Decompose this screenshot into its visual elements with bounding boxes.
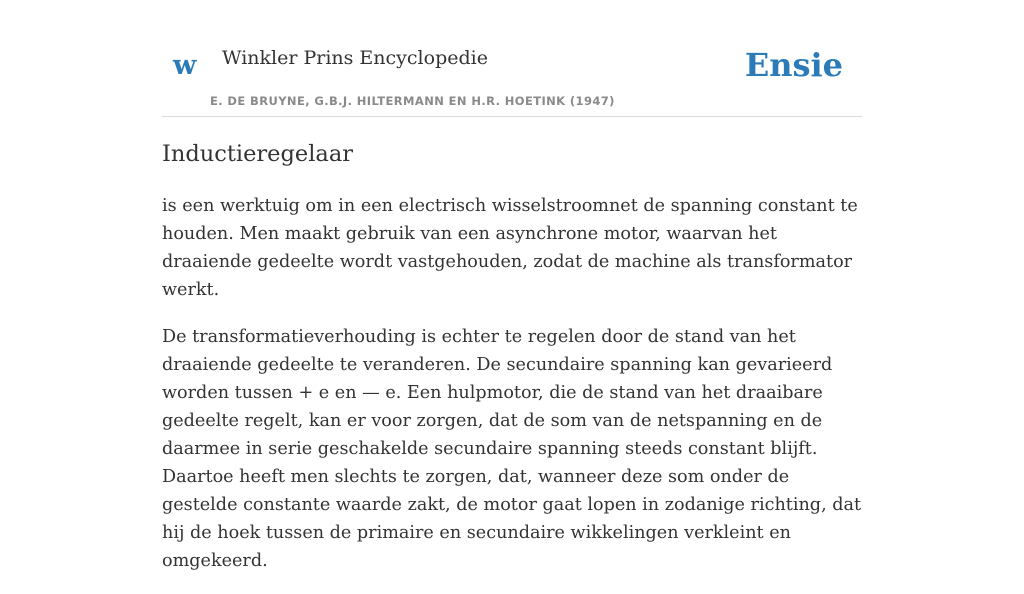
encyclopedia-header <box>162 0 862 117</box>
encyclopedia-authors: E. DE BRUYNE, G.B.J. HILTERMANN EN H.R. HOETINK (1947) <box>210 94 615 108</box>
article-paragraph: is een werktuig om in een electrisch wisselstroomnet de spanning constant te houden. Men maakt gebruik van een asynchrone motor, waarvan het draaiende gedeelte wordt vastgehouden, zodat de machine als transformator werkt. <box>162 196 858 300</box>
ensie-brand-logo[interactable]: Ensie <box>744 46 843 84</box>
encyclopedia-title[interactable]: Winkler Prins Encyclopedie <box>222 47 488 69</box>
article-body <box>162 192 862 594</box>
article-paragraph: De transformatieverhouding is echter te regelen door de stand van het draaiende gedeelte te veranderen. De secundaire spanning kan gevarieerd worden tussen + e en — e. Een hulpmotor, die de stand van het draaibare gedeelte regelt, kan er voor zorgen, dat de som van de netspanning en de daarmee in serie geschakelde secundaire spanning steeds constant blijft. Daartoe heeft men slechts te zorgen, dat, wanneer deze som onder de gestelde constante waarde zakt, de motor gaat lopen in zodanige richting, dat hij de hoek tussen de primaire en secundaire wikkelingen verkleint en omgekeerd. <box>162 327 862 571</box>
winkler-prins-logo[interactable]: w <box>173 50 197 81</box>
article-title: Inductieregelaar <box>162 141 353 167</box>
